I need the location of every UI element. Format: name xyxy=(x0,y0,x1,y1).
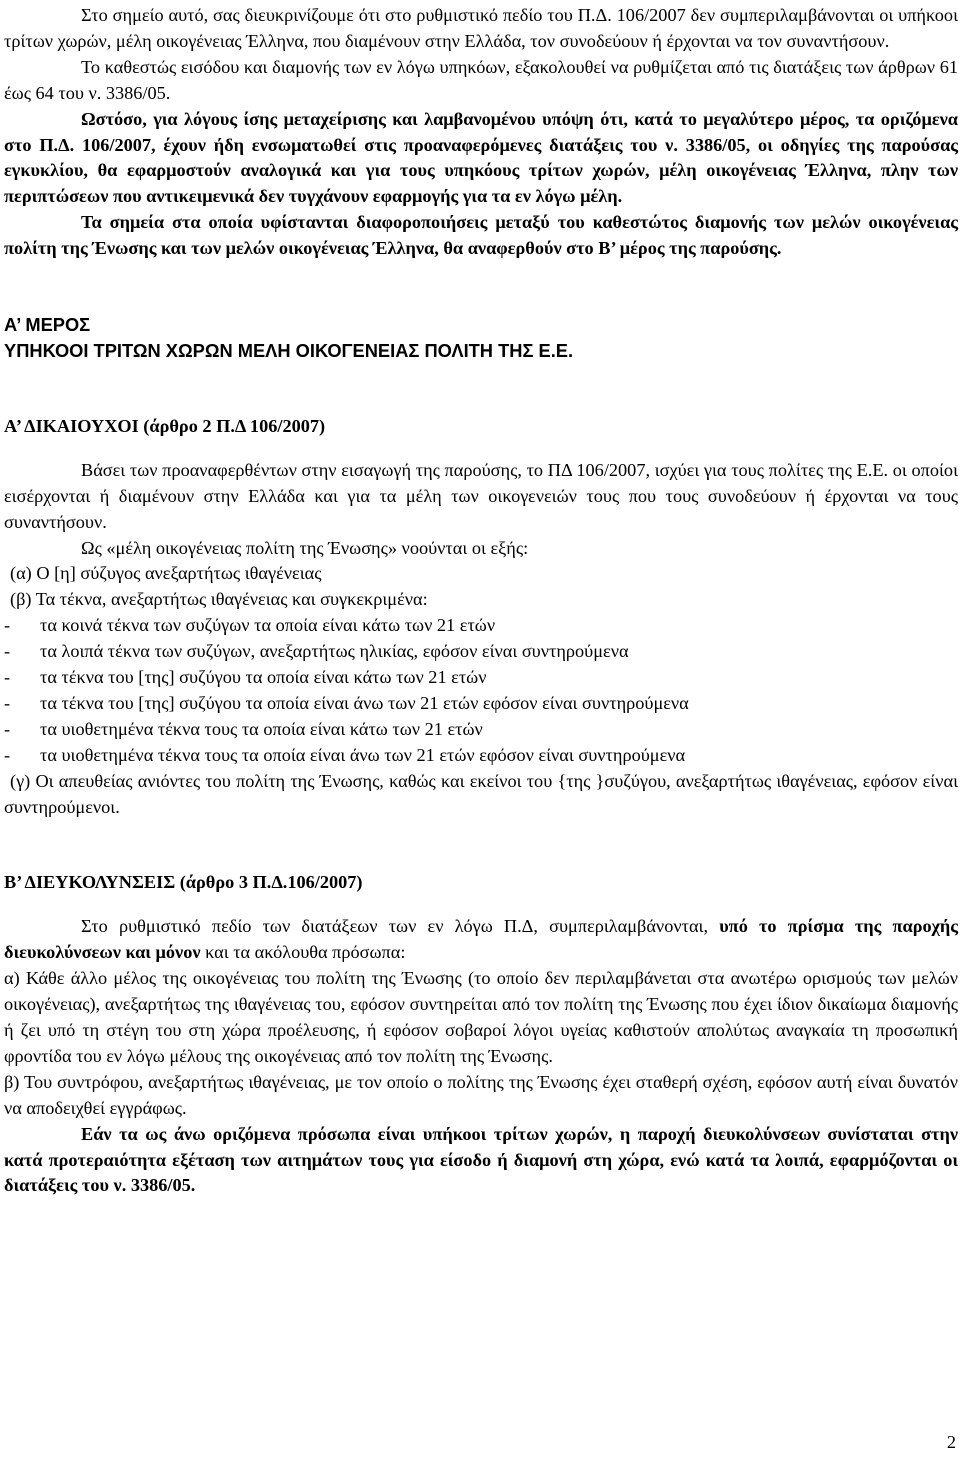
section-a-dash-list xyxy=(4,613,958,768)
section-a-heading: Α’ ΔΙΚΑΙΟΥΧΟΙ (άρθρο 2 Π.Δ 106/2007) xyxy=(4,415,326,436)
intro-paragraph-2: Το καθεστώς εισόδου και διαμονής των εν λόγω υπηκόων, εξακολουθεί να ρυθμίζεται από τις διατάξεις των άρθρων 61 έως 64 του ν. 3386/05. xyxy=(4,56,958,103)
list-item-text: τα υιοθετημένα τέκνα τους τα οποία είναι άνω των 21 ετών εφόσον είναι συντηρούμενα xyxy=(40,744,686,765)
section-b-heading: Β’ ΔΙΕΥΚΟΛΥΝΣΕΙΣ (άρθρο 3 Π.Δ.106/2007) xyxy=(4,872,363,893)
section-a-paragraph-2: Ως «μέλη οικογένειας πολίτη της Ένωσης» νοούνται οι εξής: xyxy=(81,537,529,558)
section-a-item-a: (α) Ο [η] σύζυγος ανεξαρτήτως ιθαγένειας xyxy=(10,563,322,584)
intro-paragraph-1: Στο σημείο αυτό, σας διευκρινίζουμε ότι στο ρυθμιστικό πεδίο του Π.Δ. 106/2007 δεν συμπεριλαμβάνονται οι υπήκοοι τρίτων χωρών, μέλη οικογένειας Έλληνα, που διαμένουν στην Ελλάδα, τον συνοδεύουν ή έρχονται να τον συναντήσουν. xyxy=(4,5,958,51)
section-b-p1-start: Στο ρυθμιστικό πεδίο των διατάξεων των εν λόγω Π.Δ, συμπεριλαμβάνονται, xyxy=(81,916,720,937)
dash-marker: - xyxy=(4,615,11,636)
dash-marker: - xyxy=(4,744,11,765)
spacer xyxy=(4,364,958,414)
list-item-text: τα τέκνα του [της] συζύγου τα οποία είναι άνω των 21 ετών εφόσον είναι συντηρούμενα xyxy=(40,692,689,713)
section-a-paragraph-1: Βάσει των προαναφερθέντων στην εισαγωγή της παρούσης, το ΠΔ 106/2007, ισχύει για τους πολίτες της Ε.Ε. οι οποίοι εισέρχονται ή διαμένουν στην Ελλάδα και για τα μέλη των οικογενειών τους που τους συνοδεύουν ή έρχονται να τους συναντήσουν. xyxy=(4,459,958,532)
section-b-item-b: β) Του συντρόφου, ανεξαρτήτως ιθαγένειας, με τον οποίο ο πολίτης της Ένωσης έχει σταθερή σχέση, εφόσον αυτή είναι δυνατόν να αποδειχθεί εγγράφως. xyxy=(4,1071,958,1118)
list-item xyxy=(4,639,958,665)
dash-marker: - xyxy=(4,667,11,688)
spacer xyxy=(4,440,958,458)
section-a-item-c: (γ) Οι απευθείας ανιόντες του πολίτη της Ένωσης, καθώς και εκείνοι του {της }συζύγου, ανεξαρτήτως ιθαγένειας, εφόσον είναι συντηρούμενοι. xyxy=(4,770,958,817)
section-b-paragraph-1 xyxy=(4,914,958,966)
document-body xyxy=(4,3,958,1199)
list-item xyxy=(4,691,958,717)
intro-paragraph-4: Τα σημεία στα οποία υφίστανται διαφοροποιήσεις μεταξύ του καθεστώτος διαμονής των μελών οικογένειας πολίτη της Ένωσης και των μελών οικογένειας Έλληνα, θα αναφερθούν στο Β’ μέρος της παρούσης. xyxy=(4,212,958,259)
section-b-item-a: α) Κάθε άλλο μέλος της οικογένειας του πολίτη της Ένωσης (το οποίο δεν περιλαμβάνεται στα ανωτέρω ορισμούς των μελών οικογένειας), ανεξαρτήτως της ιθαγένειας του, εφόσον συντηρείται από τον πολίτη της Ένωσης που έχει ίδιον δικαίωμα διαμονής ή ζει υπό τη στέγη του στη χώρα προέλευσης, ή εφόσον σοβαροί λόγοι υγείας καθιστούν απολύτως αναγκαία τη προσωπική φροντίδα του εν λόγω μέλους της οικογένειας από τον πολίτη της Ένωσης. xyxy=(4,968,958,1066)
list-item-text: τα λοιπά τέκνα των συζύγων, ανεξαρτήτως ηλικίας, εφόσον είναι συντηρούμενα xyxy=(40,641,629,662)
list-item xyxy=(4,717,958,743)
list-item-text: τα κοινά τέκνα των συζύγων τα οποία είναι κάτω των 21 ετών xyxy=(40,615,496,636)
intro-paragraph-3: Ωστόσο, για λόγους ίσης μεταχείρισης και λαμβανομένου υπόψη ότι, κατά το μεγαλύτερο μέρος, τα οριζόμενα στο Π.Δ. 106/2007, έχουν ήδη ενσωματωθεί στις προαναφερόμενες διατάξεις του ν. 3386/05, οι οδηγίες της παρούσας εγκυκλίου, θα εφαρμοστούν αναλογικά και για τους υπηκόους τρίτων χωρών, μέλη οικογένειας Έλληνα, πλην των περιπτώσεων που αντικειμενικά δεν τυγχάνουν εφαρμογής για τα εν λόγω μέλη. xyxy=(4,108,958,207)
dash-marker: - xyxy=(4,692,11,713)
dash-marker: - xyxy=(4,641,11,662)
dash-marker: - xyxy=(4,718,11,739)
part-a-title: Α’ ΜΕΡΟΣ xyxy=(4,314,91,336)
section-b-p1-bold: υπό το πρίσμα της παροχής διευκολύνσεων και μόνον xyxy=(4,916,958,963)
page-number: 2 xyxy=(946,1432,956,1452)
spacer xyxy=(4,262,958,312)
spacer xyxy=(4,896,958,914)
list-item xyxy=(4,665,958,691)
spacer xyxy=(4,820,958,870)
list-item xyxy=(4,743,958,769)
section-b-p1-end: και τα ακόλουθα πρόσωπα: xyxy=(200,942,406,963)
list-item-text: τα υιοθετημένα τέκνα τους τα οποία είναι κάτω των 21 ετών xyxy=(40,718,483,739)
section-b-final-paragraph: Εάν τα ως άνω οριζόμενα πρόσωπα είναι υπήκοοι τρίτων χωρών, η παροχή διευκολύνσεων συνίσταται στην κατά προτεραιότητα εξέταση των αιτημάτων τους για είσοδο ή διαμονή στη χώρα, ενώ κατά τα λοιπά, εφαρμόζονται οι διατάξεις του ν. 3386/05. xyxy=(4,1123,958,1196)
list-item-text: τα τέκνα του [της] συζύγου τα οποία είναι κάτω των 21 ετών xyxy=(40,667,487,688)
part-a-subtitle: ΥΠΗΚΟΟΙ ΤΡΙΤΩΝ ΧΩΡΩΝ ΜΕΛΗ ΟΙΚΟΓΕΝΕΙΑΣ ΠΟΛΙΤΗ ΤΗΣ Ε.Ε. xyxy=(4,339,574,361)
list-item xyxy=(4,613,958,639)
section-a-item-b: (β) Τα τέκνα, ανεξαρτήτως ιθαγένειας και συγκεκριμένα: xyxy=(10,589,428,610)
